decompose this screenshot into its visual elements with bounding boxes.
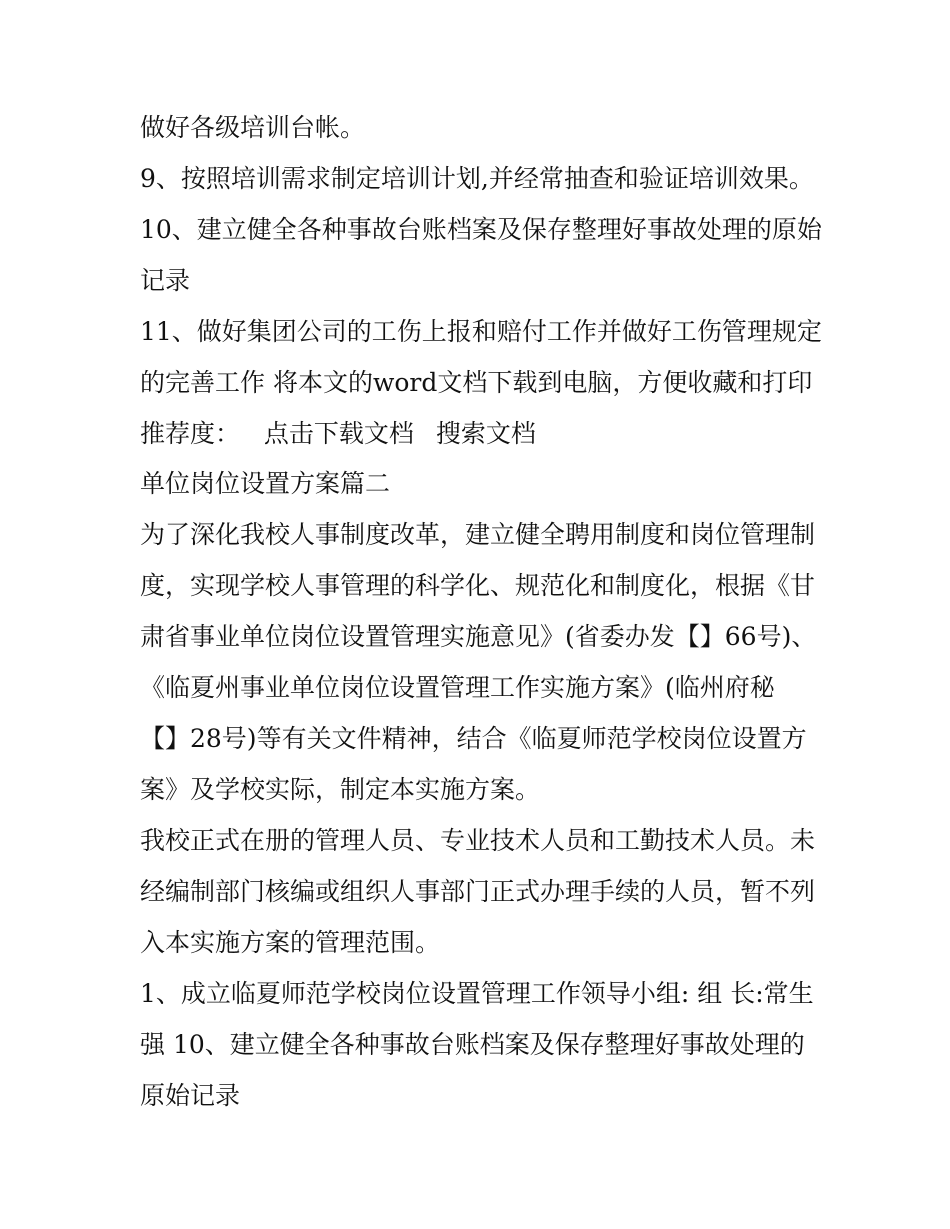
text-line-8: 为了深化我校人事制度改革，建立健全聘用制度和岗位管理制	[140, 520, 816, 549]
text-line-10: 肃省事业单位岗位设置管理实施意见》(省委办发【】66号)、	[140, 622, 817, 651]
text-line-1: 做好各级培训台帐。	[140, 113, 366, 142]
text-line-18: 强 10、建立健全各种事故台账档案及保存整理好事故处理的	[140, 1030, 805, 1059]
text-line-16: 入本实施方案的管理范围。	[140, 928, 441, 957]
text-line-13: 案》及学校实际，制定本实施方案。	[140, 775, 541, 804]
text-line-17: 1、成立临夏师范学校岗位设置管理工作领导小组: 组 长:常生	[140, 979, 814, 1008]
text-line-6: 的完善工作 将本文的word文档下载到电脑，方便收藏和打印	[140, 368, 813, 397]
download-document-link[interactable]: 点击下载文档	[263, 419, 414, 448]
text-line-12: 【】28号)等有关文件精神，结合《临夏师范学校岗位设置方	[140, 724, 807, 753]
text-line-14: 我校正式在册的管理人员、专业技术人员和工勤技术人员。未	[140, 826, 816, 855]
text-line-9: 度，实现学校人事管理的科学化、规范化和制度化，根据《甘	[140, 571, 816, 600]
text-line-3: 10、建立健全各种事故台账档案及保存整理好事故处理的原始	[140, 215, 822, 244]
section-heading: 单位岗位设置方案篇二	[140, 469, 391, 498]
text-line-15: 经编制部门核编或组织人事部门正式办理手续的人员，暂不列	[140, 877, 816, 906]
text-line-4: 记录	[140, 266, 191, 295]
search-document-link[interactable]: 搜索文档	[435, 419, 536, 448]
text-line-5: 11、做好集团公司的工伤上报和赔付工作并做好工伤管理规定	[140, 317, 822, 346]
text-line-11: 《临夏州事业单位岗位设置管理工作实施方案》(临州府秘	[140, 673, 775, 702]
text-line-19: 原始记录	[140, 1081, 241, 1110]
text-line-2: 9、按照培训需求制定培训计划,并经常抽查和验证培训效果。	[140, 164, 814, 193]
recommend-line	[140, 412, 830, 456]
recommend-label: 推荐度：	[140, 419, 241, 448]
